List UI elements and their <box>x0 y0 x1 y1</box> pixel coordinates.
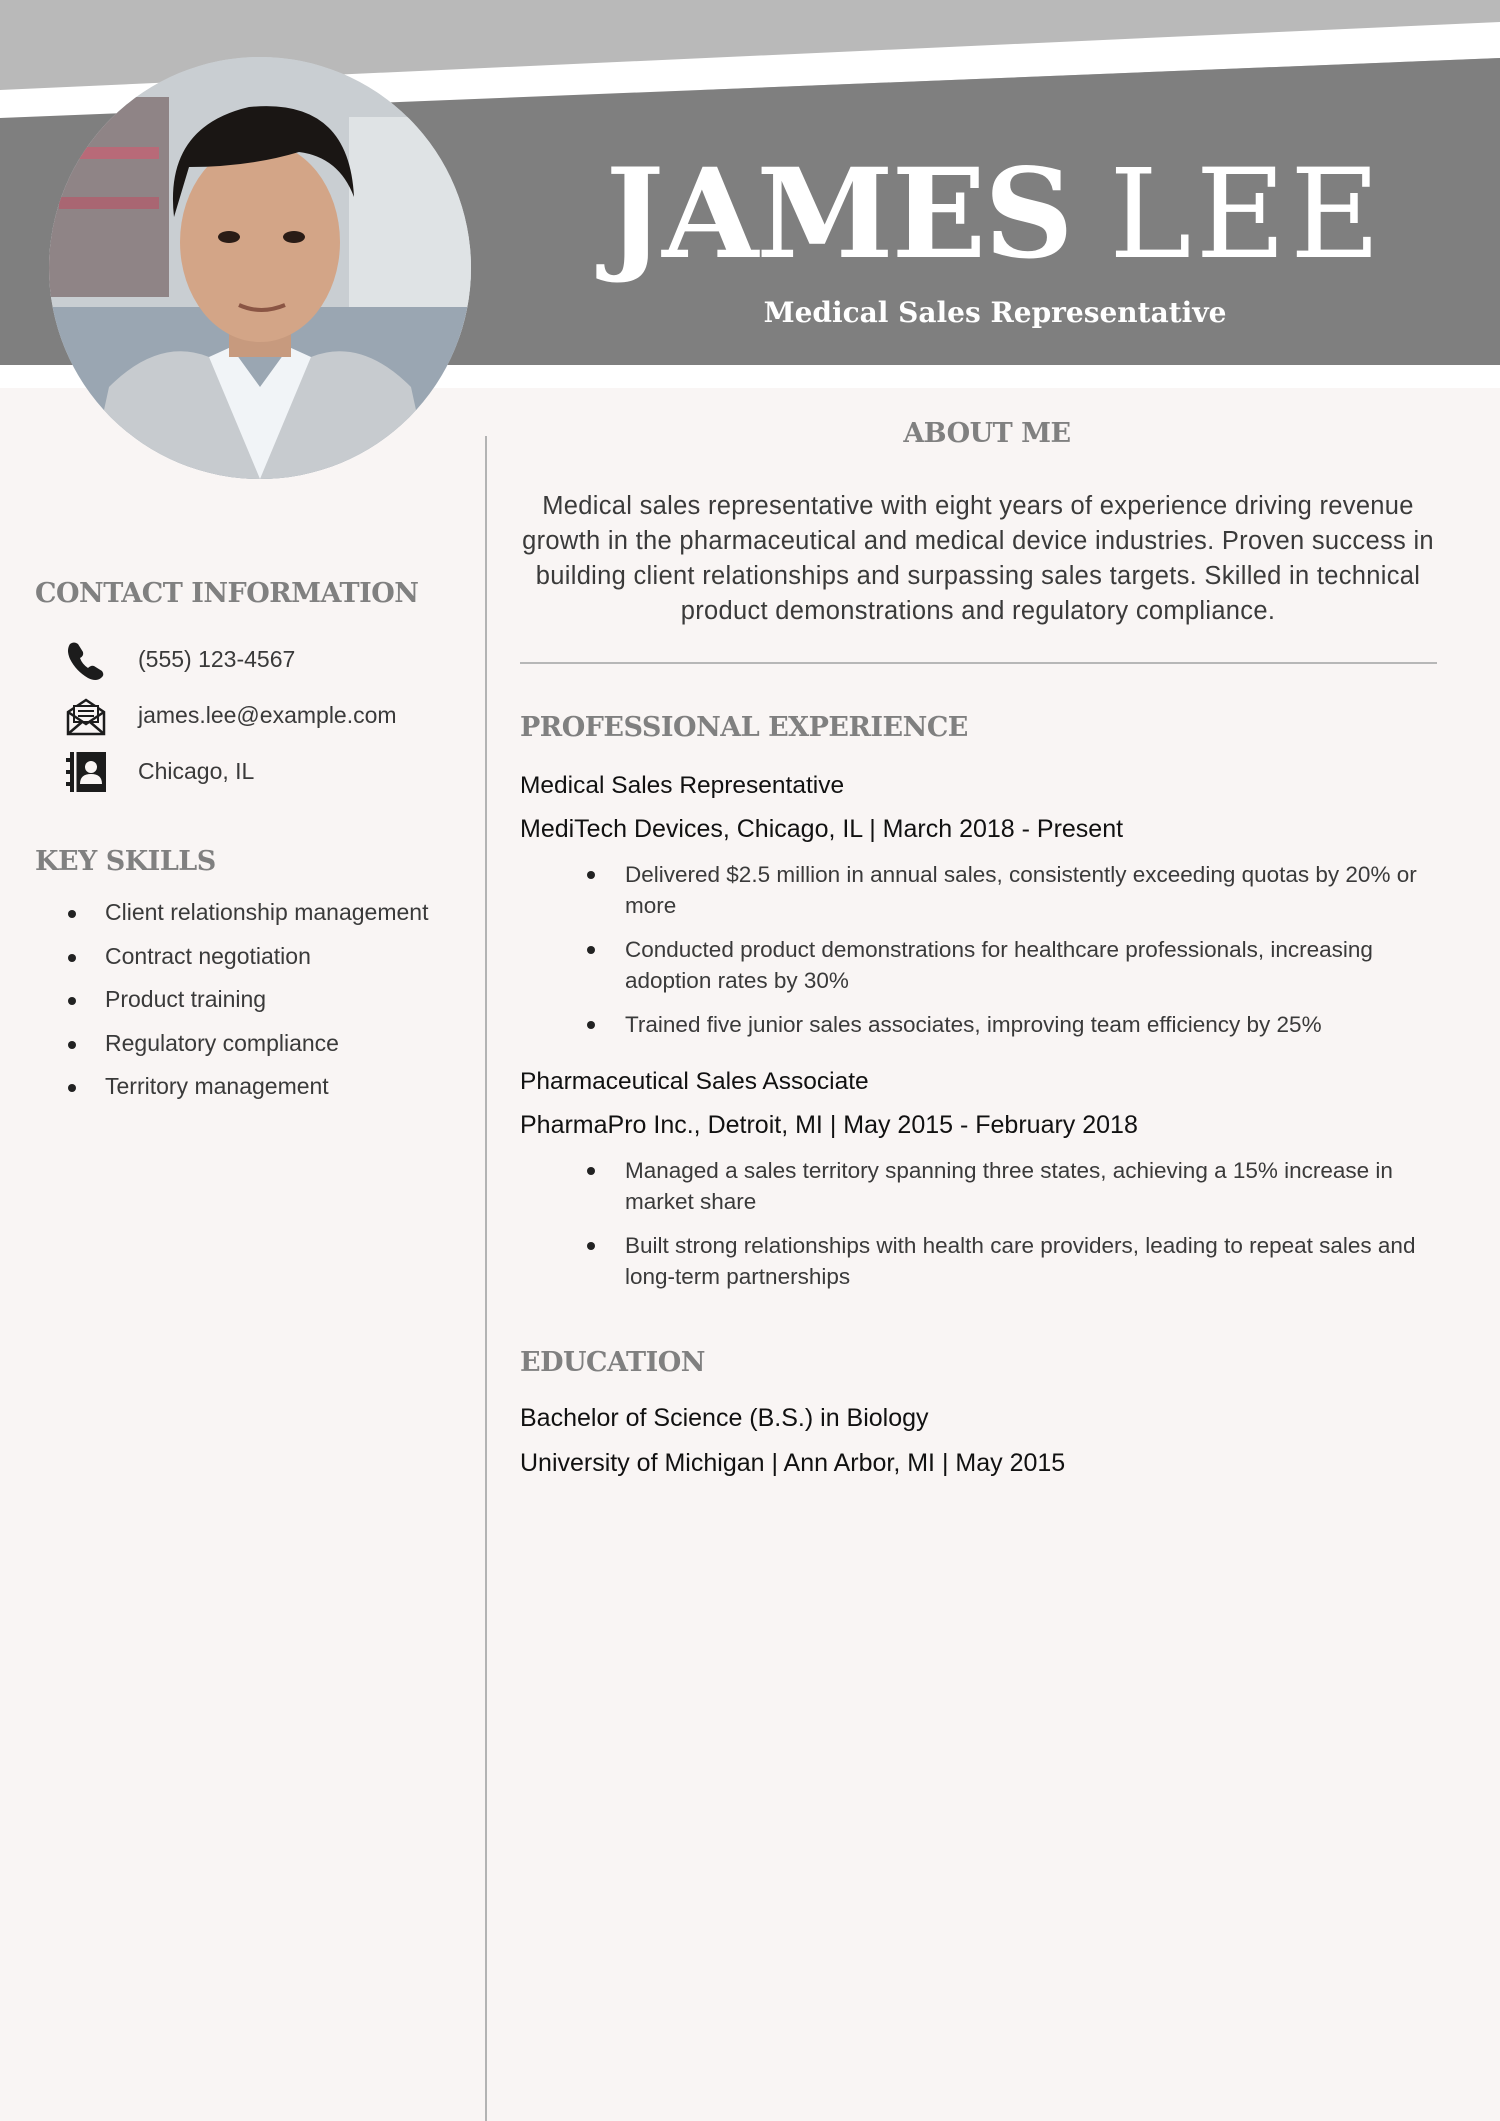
first-name: JAMES <box>605 142 1072 287</box>
contact-phone <box>64 638 464 682</box>
about-divider <box>520 662 1437 664</box>
education-degree: Bachelor of Science (B.S.) in Biology <box>520 1404 929 1432</box>
skill-item: Territory management <box>66 1071 476 1115</box>
skill-item: Client relationship management <box>66 897 476 941</box>
job-1-org: MediTech Devices, Chicago, IL | March 2018 - Present <box>520 815 1124 843</box>
skills-list <box>66 897 476 1115</box>
job-title: Medical Sales Representative <box>763 296 1227 329</box>
job-2-org: PharmaPro Inc., Detroit, MI | May 2015 - February 2018 <box>520 1111 1138 1139</box>
contact-title: CONTACT INFORMATION <box>35 578 419 609</box>
mail-icon <box>64 694 108 738</box>
profile-photo <box>49 57 471 479</box>
contact-email <box>64 694 464 738</box>
education-title: EDUCATION <box>520 1347 705 1378</box>
skill-item: Product training <box>66 984 476 1028</box>
bullet-item: Managed a sales territory spanning three states, achieving a 15% increase in market share <box>585 1155 1450 1217</box>
bullet-item: Delivered $2.5 million in annual sales, consistently exceeding quotas by 20% or more <box>585 859 1450 921</box>
job-1-role: Medical Sales Representative <box>520 772 845 799</box>
address-book-icon <box>64 750 108 794</box>
bullet-item: Conducted product demonstrations for healthcare professionals, increasing adoption rates by 30% <box>585 934 1450 996</box>
job-2-role: Pharmaceutical Sales Associate <box>520 1068 869 1095</box>
candidate-name <box>560 142 1430 287</box>
contact-location <box>64 750 464 794</box>
about-text: Medical sales representative with eight years of experience driving revenue growth in the pharmaceutical and medical device industries. Proven success in building client relationships and surpassing sales targets. Skilled in technical product demonstrations and regulatory compliance. <box>522 492 1434 625</box>
job-2-bullets <box>585 1155 1450 1305</box>
contact-email-text: james.lee@example.com <box>138 702 397 728</box>
bullet-item: Built strong relationships with health care providers, leading to repeat sales and long-term partnerships <box>585 1230 1450 1292</box>
skill-item: Contract negotiation <box>66 941 476 985</box>
experience-title: PROFESSIONAL EXPERIENCE <box>520 712 968 743</box>
job-1-bullets <box>585 859 1450 1053</box>
skill-item: Regulatory compliance <box>66 1028 476 1072</box>
education-school: University of Michigan | Ann Arbor, MI | May 2015 <box>520 1449 1066 1477</box>
about-title: ABOUT ME <box>903 418 1071 449</box>
bullet-item: Trained five junior sales associates, improving team efficiency by 25% <box>585 1009 1450 1040</box>
contact-phone-text: (555) 123-4567 <box>138 646 296 672</box>
contact-location-text: Chicago, IL <box>138 758 255 784</box>
column-divider <box>485 436 487 2121</box>
skills-title: KEY SKILLS <box>35 846 216 877</box>
phone-icon <box>64 638 108 682</box>
last-name: LEE <box>1109 143 1385 287</box>
